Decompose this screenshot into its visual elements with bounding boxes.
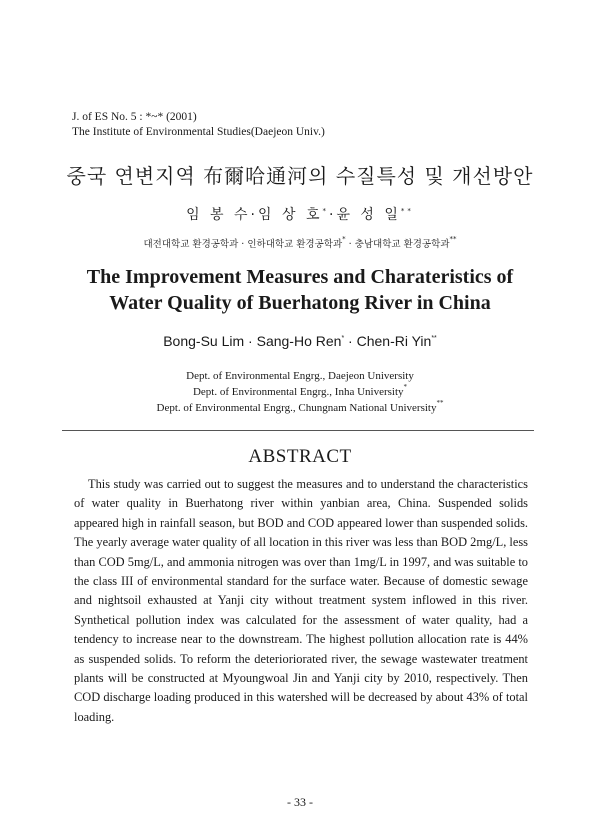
english-affiliation-3: Dept. of Environmental Engrg., Chungnam National University bbox=[156, 402, 437, 414]
page-number: - 33 - bbox=[287, 795, 313, 809]
author-separator: · bbox=[244, 333, 257, 349]
english-affiliations bbox=[0, 368, 600, 416]
english-affiliation-2-line bbox=[0, 384, 600, 400]
korean-author-3: 윤 성 일 bbox=[336, 207, 401, 223]
english-author-2: Sang-Ho Ren bbox=[256, 333, 342, 349]
abstract-body bbox=[74, 475, 528, 727]
english-authors bbox=[0, 333, 600, 349]
journal-institute: The Institute of Environmental Studies(Daejeon Univ.) bbox=[72, 126, 325, 138]
english-author-1: Bong-Su Lim bbox=[163, 333, 245, 349]
korean-title: 중국 연변지역 布爾哈通河의 수질특성 및 개선방안 bbox=[66, 164, 534, 188]
abstract-text: This study was carried out to suggest the measures and to understand the characteristics of water quality in Buerhatong river within yanbian area, China. Suspended solids appeared high in rainfall season, but BOD and COD appeared lower than suspended solids. The yearly average water quality of all location in this river was less than BOD 2mg/L, less than COD 5mg/L, and ammonia nitrogen was over than 1mg/L in 1997, and was suitable to the class III of environmental standard for the surface water. Because of domestic sewage and nightsoil exhausted at Yanji city without treatment system inflowed in this river. Synthetical pollution index was calculated for the assessment of water quality, had a tendency to increase near to the downstream. The highest pollution allocation rate is 44% as suspended solids. To reform the deterioriorated river, the sewage wastewater treatment plants will be constructed at Myoungwoal Jin and Yanji city by 2010, respectively. Then COD discharge loading produced in this watershed will be decreased by about 43% of total loading. bbox=[74, 477, 528, 724]
affiliation-separator: · bbox=[238, 239, 248, 250]
section-divider bbox=[62, 430, 534, 431]
affiliation-mark: ** bbox=[436, 399, 444, 407]
journal-header bbox=[72, 110, 325, 140]
author-mark: * bbox=[341, 335, 345, 342]
english-affiliation-2: Dept. of Environmental Engrg., Inha University bbox=[192, 386, 404, 398]
affiliation-mark: * bbox=[403, 383, 408, 391]
author-mark: ** bbox=[400, 207, 414, 215]
english-title-line-2: Water Quality of Buerhatong River in China bbox=[109, 292, 491, 314]
korean-author-1: 임 봉 수 bbox=[186, 207, 251, 223]
english-affiliation-1: Dept. of Environmental Engrg., Daejeon University bbox=[186, 370, 414, 382]
english-title bbox=[0, 264, 600, 316]
english-author-3: Chen-Ri Yin bbox=[356, 333, 432, 349]
author-separator: · bbox=[250, 207, 258, 223]
korean-affiliation-2: 인하대학교 환경공학과 bbox=[247, 239, 343, 250]
korean-affiliations bbox=[0, 236, 600, 250]
abstract-heading: ABSTRACT bbox=[248, 446, 352, 467]
korean-author-2: 임 상 호 bbox=[258, 207, 323, 223]
affiliation-separator: · bbox=[345, 239, 355, 250]
korean-affiliation-1: 대전대학교 환경공학과 bbox=[143, 239, 239, 250]
korean-affiliation-3: 충남대학교 환경공학과 bbox=[354, 239, 450, 250]
author-mark: ** bbox=[431, 335, 437, 342]
affiliation-mark: ** bbox=[449, 235, 457, 243]
author-separator: · bbox=[344, 333, 357, 349]
author-separator: · bbox=[328, 207, 337, 223]
journal-citation: J. of ES No. 5 : *~* (2001) bbox=[72, 111, 197, 123]
english-title-line-1: The Improvement Measures and Charateristics of bbox=[86, 266, 514, 288]
korean-authors bbox=[0, 204, 600, 224]
english-affiliation-3-line bbox=[0, 400, 600, 416]
author-mark: * bbox=[322, 207, 329, 215]
affiliation-mark: * bbox=[342, 235, 346, 243]
